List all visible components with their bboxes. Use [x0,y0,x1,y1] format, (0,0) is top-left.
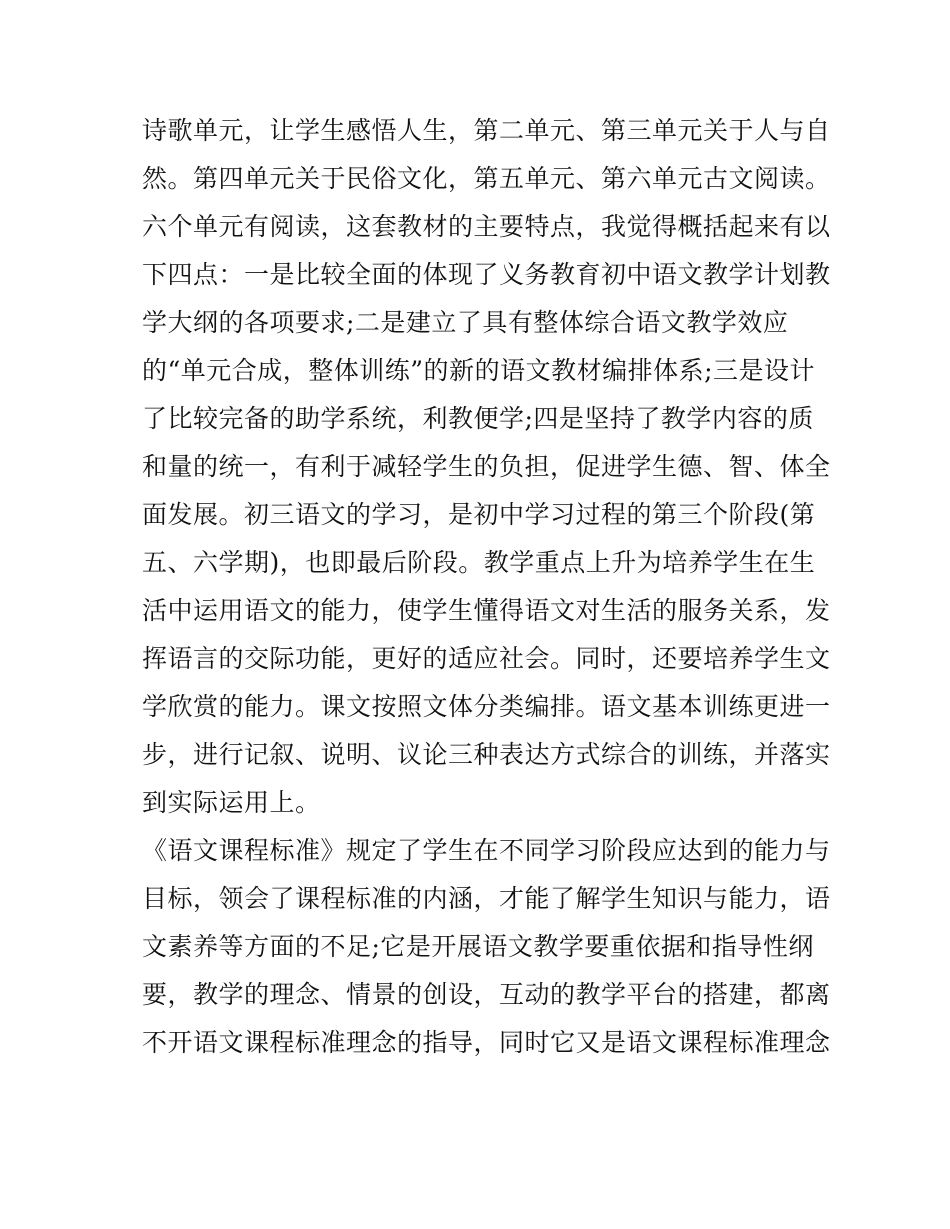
text-line: 到实际运用上。 [142,788,321,817]
text-line: 不开语文课程标准理念的指导，同时它又是语文课程标准理念 [142,1028,831,1057]
text-line: 和量的统一，有利于减轻学生的负担，促进学生德、智、体全 [142,452,831,481]
text-line: 诗歌单元，让学生感悟人生，第二单元、第三单元关于人与自 [142,116,831,145]
body-text [142,107,832,1067]
text-line: 文素养等方面的不足;它是开展语文教学要重依据和指导性纲 [142,932,814,961]
text-line: 要，教学的理念、情景的创设，互动的教学平台的搭建，都离 [142,980,831,1009]
text-line: 《语文课程标准》规定了学生在不同学习阶段应达到的能力与 [142,836,831,865]
text-line: 学大纲的各项要求;二是建立了具有整体综合语文教学效应 [142,308,789,337]
text-line: 下四点：一是比较全面的体现了义务教育初中语文教学计划教 [142,260,831,289]
text-line: 五、六学期)，也即最后阶段。教学重点上升为培养学生在生 [142,548,816,577]
text-line: 六个单元有阅读，这套教材的主要特点，我觉得概括起来有以 [142,212,831,241]
text-line: 挥语言的交际功能，更好的适应社会。同时，还要培养学生文 [142,644,831,673]
text-line: 了比较完备的助学系统，利教便学;四是坚持了教学内容的质 [142,404,814,433]
text-line: 然。第四单元关于民俗文化，第五单元、第六单元古文阅读。 [142,164,831,193]
text-line: 活中运用语文的能力，使学生懂得语文对生活的服务关系，发 [142,596,831,625]
text-line: 面发展。初三语文的学习，是初中学习过程的第三个阶段(第 [142,500,816,529]
text-line: 的“单元合成，整体训练”的新的语文教材编排体系;三是设计 [142,356,815,385]
text-line: 目标，领会了课程标准的内涵，才能了解学生知识与能力，语 [142,884,831,913]
text-line: 步，进行记叙、说明、议论三种表达方式综合的训练，并落实 [142,740,831,769]
text-line: 学欣赏的能力。课文按照文体分类编排。语文基本训练更进一 [142,692,831,721]
